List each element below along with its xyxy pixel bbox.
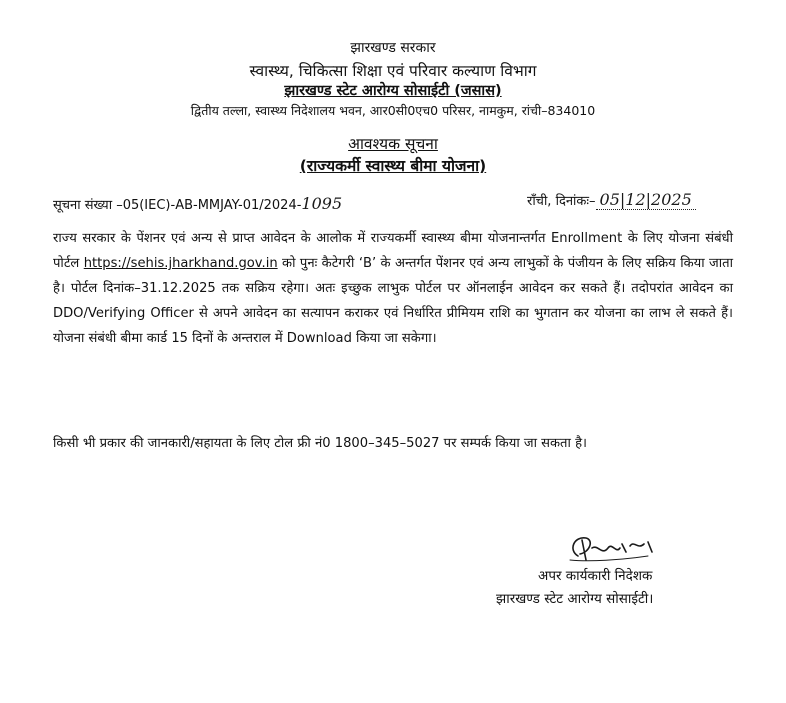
notice-title: आवश्यक सूचना (348, 135, 438, 153)
notice-date (527, 190, 696, 210)
portal-link[interactable]: https://sehis.jharkhand.gov.in (83, 256, 278, 271)
office-address: द्वितीय तल्ला, स्वास्थ्य निदेशालय भवन, आर0सी0एच0 परिसर, नामकुम, रांची–834010 (190, 103, 596, 118)
reference-label: सूचना संख्या –05(IEC)-AB-MMJAY-01/2024- (53, 198, 302, 213)
body-text-part-1: राज्य सरकार के पेंशनर एवं अन्य से प्राप्त आवेदन के आलोक में राज्यकर्मी स्वास्थ्य बीमा योजनान्तर्गत Enrollment के लिए योजना संबंधी पोर्टल (53, 231, 733, 271)
department-name: स्वास्थ्य, चिकित्सा शिक्षा एवं परिवार कल्याण विभाग (249, 62, 537, 80)
signature-mark (560, 526, 660, 566)
body-text-part-2: को पुनः कैटेगरी ‘B’ के अन्तर्गत पेंशनर एवं अन्य लाभुकों के पंजीयन के लिए सक्रिय किया जाता है। पोर्टल दिनांक–31.12.2025 तक सक्रिय रहेगा। अतः इच्छुक लाभुक पोर्टल पर ऑनलाईन आवेदन कर सकते हैं। तदोपरांत आवेदन का DDO/Verifying Officer से अपने आवेदन का सत्यापन कराकर एवं निर्धारित प्रीमियम राशि का भुगतान कर योजना का लाभ ले सकते हैं। योजना संबंधी बीमा कार्ड 15 दिनों के अन्तराल में Download किया जा सकेगा। (53, 256, 733, 346)
reference-number-handwritten: 1095 (301, 194, 343, 213)
scheme-title: (राज्यकर्मी स्वास्थ्य बीमा योजना) (299, 157, 487, 175)
date-handwritten: 05|12|2025 (596, 190, 696, 210)
body-paragraph-1 (53, 226, 733, 351)
signatory-designation: अपर कार्यकारी निदेशक (538, 568, 653, 584)
society-name: झारखण्ड स्टेट आरोग्य सोसाईटी (जसास) (284, 83, 502, 99)
body-paragraph-2: किसी भी प्रकार की जानकारी/सहायता के लिए टोल फ्री नं0 1800–345–5027 पर सम्पर्क किया जा सकता है। (53, 436, 587, 451)
signatory-organization: झारखण्ड स्टेट आरोग्य सोसाईटी। (496, 591, 654, 607)
govt-name: झारखण्ड सरकार (350, 40, 436, 56)
notice-reference (53, 194, 342, 213)
date-label: राँची, दिनांकः– (527, 194, 596, 209)
